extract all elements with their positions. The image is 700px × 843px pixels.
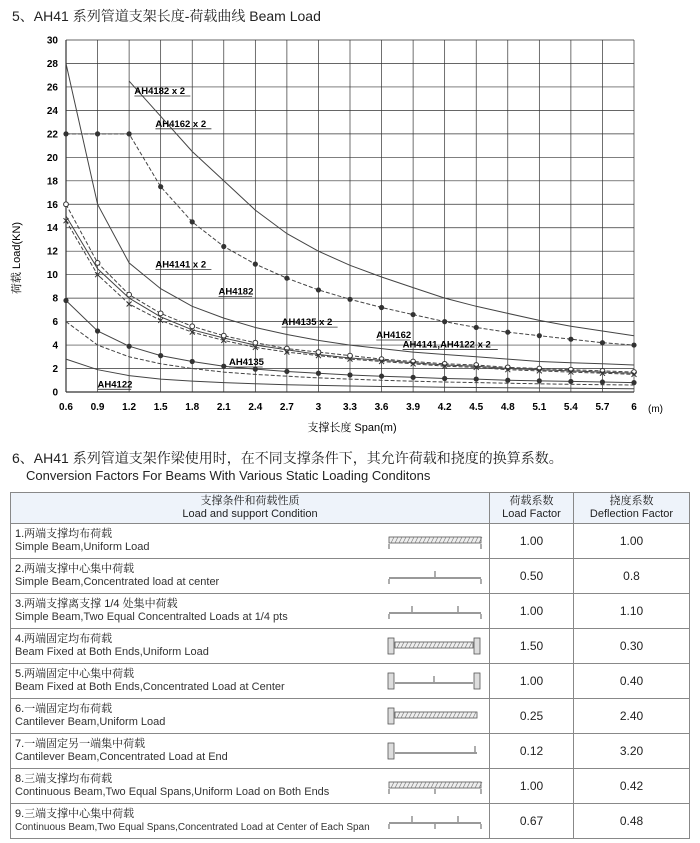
condition-cn: 4.两端固定均布荷载 — [15, 633, 113, 645]
data-point — [158, 184, 163, 189]
series-label: AH4135 — [229, 357, 264, 369]
x-tick-label: 6 — [631, 402, 637, 413]
condition-en: Simple Beam,Two Equal Concentralted Loads at 1/4 pts — [15, 611, 288, 623]
condition-cn: 8.三端支撑均布荷载 — [15, 773, 113, 785]
load-factor: 0.67 — [490, 804, 574, 839]
load-factor: 1.00 — [490, 524, 574, 559]
data-point — [284, 369, 289, 374]
header-load-cn: 荷载系数 — [509, 495, 554, 507]
table-header-row — [11, 493, 690, 524]
y-tick-label: 8 — [52, 293, 58, 305]
data-point — [411, 312, 416, 317]
x-tick-label: 3.9 — [406, 402, 421, 413]
section6-heading: 6、AH41 系列管道支架作梁使用时，在不同支撑条件下，其允许荷载和挠度的换算系数。 — [12, 450, 563, 466]
y-tick-label: 22 — [46, 129, 58, 141]
x-tick-label: 4.2 — [437, 402, 452, 413]
load-factor: 1.00 — [490, 769, 574, 804]
x-tick-label: 1.5 — [153, 402, 168, 413]
data-point — [474, 325, 479, 330]
deflection-factor: 0.30 — [574, 629, 690, 664]
x-tick-label: 5.4 — [563, 402, 578, 413]
data-point — [63, 298, 68, 303]
data-point — [127, 344, 132, 349]
table-row — [11, 664, 690, 699]
y-tick-label: 2 — [52, 364, 58, 376]
condition-cn: 9.三端支撑中心集中荷载 — [15, 808, 135, 820]
data-point — [600, 340, 605, 345]
beam-diagram-cantilever-uniform — [385, 705, 485, 727]
load-factor: 1.00 — [490, 594, 574, 629]
data-point — [411, 375, 416, 380]
data-point — [442, 319, 447, 324]
data-point — [158, 353, 163, 358]
series-label: AH4182 — [218, 286, 254, 298]
series-label: AH4182 x 2 — [134, 85, 186, 97]
condition-cn: 2.两端支撑中心集中荷载 — [15, 563, 135, 575]
deflection-factor: 2.40 — [574, 699, 690, 734]
beam-diagram-simple-center — [385, 565, 485, 587]
beam-diagram-cantilever-end — [385, 740, 485, 762]
load-factor: 0.12 — [490, 734, 574, 769]
condition-en: Cantilever Beam,Uniform Load — [15, 716, 166, 728]
header-load — [490, 493, 574, 524]
condition-en: Simple Beam,Uniform Load — [15, 541, 150, 553]
data-point — [158, 311, 163, 316]
data-point — [63, 131, 68, 136]
data-point — [95, 328, 100, 333]
data-point — [442, 376, 447, 381]
data-point — [127, 131, 132, 136]
x-tick-label: 0.6 — [59, 402, 73, 413]
header-condition-en: Load and support Condition — [182, 508, 318, 520]
series-label: AH4141,AH4122 x 2 — [402, 339, 491, 351]
data-point — [190, 219, 195, 224]
beam-diagram-fixed-center — [385, 670, 485, 692]
y-tick-label: 30 — [46, 35, 58, 47]
x-tick-label: 4.5 — [469, 402, 484, 413]
table-row — [11, 769, 690, 804]
data-point — [284, 276, 289, 281]
deflection-factor: 3.20 — [574, 734, 690, 769]
data-point — [379, 374, 384, 379]
section6-subheading: Conversion Factors For Beams With Various Static Loading Conditons — [26, 468, 431, 483]
x-tick-label: 0.9 — [90, 402, 105, 413]
condition-cn: 7.一端固定另一端集中荷载 — [15, 738, 146, 750]
table-row — [11, 804, 690, 839]
x-tick-label: 5.7 — [595, 402, 610, 413]
y-tick-label: 24 — [46, 105, 58, 117]
series-label: AH4141 x 2 — [155, 259, 207, 271]
data-point — [253, 262, 258, 267]
table-row — [11, 524, 690, 559]
beam-diagram-continuous-center — [385, 810, 485, 832]
x-tick-label: 1.8 — [185, 402, 200, 413]
deflection-factor: 0.40 — [574, 664, 690, 699]
condition-en: Continuous Beam,Two Equal Spans,Uniform Load on Both Ends — [15, 786, 330, 798]
condition-cell — [11, 769, 490, 804]
data-point — [505, 378, 510, 383]
y-tick-label: 14 — [46, 223, 58, 235]
y-tick-label: 26 — [46, 82, 58, 94]
condition-cell — [11, 664, 490, 699]
y-tick-label: 0 — [52, 387, 58, 399]
beam-diagram-continuous-uniform — [385, 775, 485, 797]
x-tick-label: 2.7 — [279, 402, 294, 413]
condition-cell — [11, 559, 490, 594]
x-tick-label: 5.1 — [532, 402, 547, 413]
conversion-factor-table — [10, 492, 690, 839]
table-row — [11, 559, 690, 594]
data-point — [568, 379, 573, 384]
data-point — [64, 202, 69, 207]
load-factor: 1.50 — [490, 629, 574, 664]
y-tick-label: 16 — [46, 199, 58, 211]
condition-cn: 6.一端固定均布荷载 — [15, 703, 113, 715]
x-tick-label: 2.1 — [216, 402, 231, 413]
data-point — [537, 333, 542, 338]
condition-cell — [11, 629, 490, 664]
data-point — [347, 372, 352, 377]
x-tick-label: 1.2 — [122, 402, 137, 413]
series-label: AH4122 — [97, 379, 133, 391]
data-point — [316, 287, 321, 292]
data-point — [347, 297, 352, 302]
series-label: AH4162 — [376, 330, 412, 342]
data-point — [600, 379, 605, 384]
header-defl-en: Deflection Factor — [589, 508, 674, 520]
condition-cell — [11, 524, 490, 559]
x-tick-label: 3.6 — [374, 402, 389, 413]
deflection-factor: 1.10 — [574, 594, 690, 629]
series-label: AH4135 x 2 — [281, 317, 333, 329]
data-point — [190, 324, 195, 329]
beam-diagram-simple-quarter — [385, 600, 485, 622]
condition-en: Beam Fixed at Both Ends,Concentrated Load at Center — [15, 681, 285, 693]
load-factor: 0.25 — [490, 699, 574, 734]
condition-cell — [11, 804, 490, 839]
x-tick-label: 3.3 — [343, 402, 357, 413]
y-tick-label: 10 — [46, 270, 58, 282]
header-defl-cn: 挠度系数 — [609, 495, 654, 507]
table-row — [11, 629, 690, 664]
table-row — [11, 734, 690, 769]
y-tick-label: 28 — [46, 58, 58, 70]
y-tick-label: 20 — [46, 152, 58, 164]
data-point — [95, 261, 100, 266]
y-tick-label: 12 — [46, 246, 58, 258]
header-load-en: Load Factor — [502, 508, 561, 520]
beam-diagram-simple-uniform — [385, 530, 485, 552]
deflection-factor: 0.8 — [574, 559, 690, 594]
condition-cn: 3.两端支撑离支撑 1/4 处集中荷载 — [15, 598, 178, 610]
y-tick-label: 18 — [46, 176, 58, 188]
data-point — [537, 378, 542, 383]
data-point — [190, 359, 195, 364]
x-tick-label: 3 — [315, 402, 322, 413]
header-condition-cn: 支撑条件和荷载性质 — [200, 495, 300, 507]
y-tick-label: 4 — [52, 340, 58, 352]
condition-en: Cantilever Beam,Concentrated Load at End — [15, 751, 228, 763]
table-row — [11, 699, 690, 734]
condition-en: Continuous Beam,Two Equal Spans,Concentrated Load at Center of Each Span — [15, 822, 370, 833]
y-tick-label: 6 — [52, 317, 58, 329]
x-axis-unit: (m) — [648, 404, 663, 415]
data-point — [95, 131, 100, 136]
condition-en: Simple Beam,Concentrated load at center — [15, 576, 220, 588]
beam-load-chart — [0, 28, 700, 440]
condition-cn: 1.两端支撑均布荷载 — [15, 528, 113, 540]
deflection-factor: 0.48 — [574, 804, 690, 839]
condition-cell — [11, 594, 490, 629]
condition-cell — [11, 734, 490, 769]
table-row — [11, 594, 690, 629]
load-factor: 1.00 — [490, 664, 574, 699]
header-condition — [11, 493, 490, 524]
data-point — [505, 330, 510, 335]
x-axis-label: 支撑长度 Span(m) — [307, 422, 397, 434]
beam-diagram-fixed-uniform — [385, 635, 485, 657]
condition-en: Beam Fixed at Both Ends,Uniform Load — [15, 646, 209, 658]
condition-cn: 5.两端固定中心集中荷载 — [15, 668, 135, 680]
y-axis-label: 荷载 Load(KN) — [11, 221, 23, 295]
deflection-factor: 0.42 — [574, 769, 690, 804]
data-point — [474, 376, 479, 381]
x-tick-label: 4.8 — [500, 402, 515, 413]
section5-heading: 5、AH41 系列管道支架长度-荷载曲线 Beam Load — [12, 8, 321, 24]
header-deflection — [574, 493, 690, 524]
condition-cell — [11, 699, 490, 734]
data-point — [379, 305, 384, 310]
load-factor: 0.50 — [490, 559, 574, 594]
data-point — [631, 380, 636, 385]
series-label: AH4162 x 2 — [155, 118, 207, 130]
deflection-factor: 1.00 — [574, 524, 690, 559]
data-point — [631, 342, 636, 347]
data-point — [316, 371, 321, 376]
data-point — [568, 337, 573, 342]
data-point — [221, 244, 226, 249]
x-tick-label: 2.4 — [248, 402, 263, 413]
data-point — [221, 364, 226, 369]
